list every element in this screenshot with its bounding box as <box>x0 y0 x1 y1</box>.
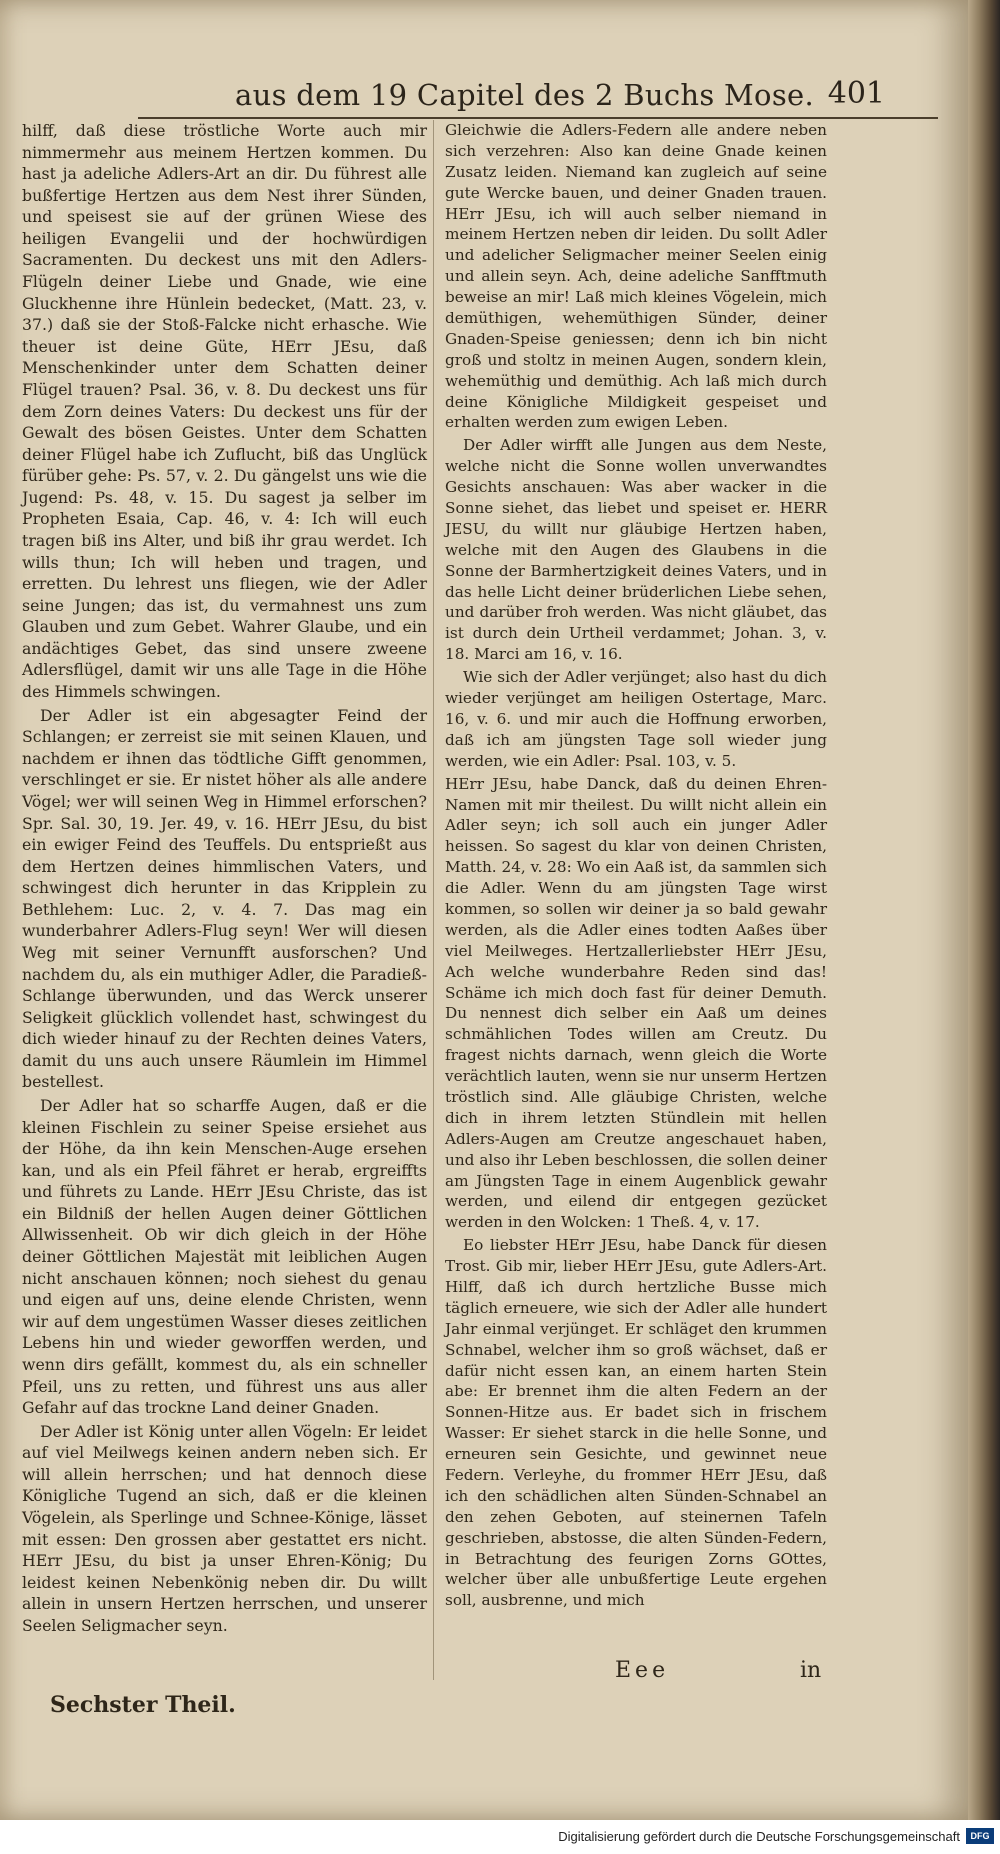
left-paragraph-1: hilff, daß diese tröstliche Worte auch mir nimmermehr aus meinem Hertzen kommen. Du hast ja adeliche Adlers-Art an dir. Du führest alle bußfertige Hertzen aus dem Nest ihrer Sünden, und speisest sie auf der grünen Wiese des heiligen Evangelii und der hochwürdigen Sacramenten. Du deckest uns mit den Adlers-Flügeln deiner Liebe und Gnade, wie eine Gluckhenne ihre Hünlein bedecket, (Matt. 23, v. 37.) daß sie der Stoß-Falcke nicht erhasche. Wie theuer ist deine Güte, HErr JEsu, daß Menschenkinder unter dem Schatten deiner Flügel trauen? Psal. 36, v. 8. Du deckest uns für dem Zorn deines Vaters: Du deckest uns für der Gewalt des bösen Geistes. Unter dem Schatten deiner Flügel habe ich Zuflucht, biß das Unglück fürüber gehe: Ps. 57, v. 2. Du gängelst uns wie die Jugend: Ps. 48, v. 15. Du sagest ja selber im Propheten Esaia, Cap. 46, v. 4: Ich will euch tragen biß ins Alter, und biß ihr grau werdet. Ich wills thun; Ich will heben und tragen, und erretten. Du lehrest uns fliegen, wie der Adler seine Jungen; das ist, du vermahnest uns zum Glauben und zum Gebet. Wahrer Glaube, und ein andächtiges Gebet, das sind unsere zweene Adlersflügel, damit wir uns alle Tage in die Höhe des Himmels schwingen. <box>22 121 427 702</box>
left-paragraph-3: Der Adler hat so scharffe Augen, daß er die kleinen Fischlein zu seiner Speise ersiehet aus der Höhe, da ihn kein Menschen-Auge ersehen kan, und als ein Pfeil fähret er herab, ergreiffts und führets zu Lande. HErr JEsu Christe, das ist ein Bildniß der hellen Augen deiner Göttlichen Allwissenheit. Ob wir dich gleich in der Höhe deiner Göttlichen Majestät mit leiblichen Augen nicht anschauen können; noch siehest du genau und eigen auf uns, deine elende Christen, wenn wir auf dem ungestümen Wasser dieses zeitlichen Lebens hin und wieder geworffen werden, und wenn dirs gefällt, kommest du, als ein schneller Pfeil, uns zu retten, und führest uns aus aller Gefahr auf das trockne Land deiner Gnaden. <box>22 1096 427 1418</box>
column-divider <box>433 120 434 1680</box>
right-paragraph-3: Wie sich der Adler verjünget; also hast du dich wieder verjünget am heiligen Ostertage, Marc. 16, v. 6. und mir auch die Hoffnung erworben, daß ich am jüngsten Tage soll wieder jung werden, wie ein Adler: Psal. 103, v. 5. <box>445 668 827 770</box>
section-end-label: Sechster Theil. <box>50 1692 236 1718</box>
footer-bar <box>0 1820 1000 1854</box>
signature-mark: Eee <box>615 1658 670 1683</box>
left-paragraph-4: Der Adler ist König unter allen Vögeln: Er leidet auf viel Meilwegs keinen andern neben sich. Er will allein herrschen; und hat dennoch diese Königliche Tugend an sich, daß er die kleinen Vögelein, als Sperlinge und Schnee-Könige, lässet mit essen: Den grossen aber gestattet ers nicht. HErr JEsu, du bist ja unser Ehren-König; Du leidest keinen Nebenkönig neben dir. Du willt allein in unsern Hertzen herrschen, und unserer Seelen Seligmacher seyn. <box>22 1421 427 1635</box>
page-number: 401 <box>827 76 885 111</box>
right-column <box>445 120 827 1613</box>
right-paragraph-4: HErr JEsu, habe Danck, daß du deinen Ehren-Namen mit mir theilest. Du willt nicht allein ein Adler seyn; ich soll auch ein junger Adler heissen. So sagest du klar von deinen Christen, Matth. 24, v. 28: Wo ein Aaß ist, da sammlen sich die Adler. Wenn du am jüngsten Tage wirst kommen, so sollen wir deiner ja so bald gewahr werden, als die Adler eines todten Aaßes über viel Meilweges. Hertzallerliebster HErr JEsu, Ach welche wunderbahre Reden sind das! Schäme ich mich doch fast für deiner Demuth. Du nennest dich selber ein Aaß um deines schmählichen Todes willen am Creutz. Du fragest nichts darnach, wenn gleich die Worte verächtlich lauten, wenn sie nur unserm Hertzen tröstlich sind. Alle gläubige Christen, welche dich in ihrem letzten Stündlein mit hellen Adlers-Augen am Creutze angeschauet haben, und also ihr Leben beschlossen, die sollen deiner am Jüngsten Tage in einem Augenblick gewahr werden, und eilend dir entgegen gezücket werden in den Wolcken: 1 Theß. 4, v. 17. <box>445 774 827 1232</box>
right-paragraph-5: Eo liebster HErr JEsu, habe Danck für diesen Trost. Gib mir, lieber HErr JEsu, gute Adlers-Art. Hilff, daß ich durch hertzliche Busse mich täglich erneuere, wie sich der Adler alle hundert Jahr einmal verjünget. Er schläget den krummen Schnabel, welcher ihm so groß wächset, daß er dafür nicht essen kan, an einem harten Stein abe: Er brennet ihm die alten Federn an der Sonnen-Hitze aus. Er badet sich in frischem Wasser: Er siehet starck in die helle Sonne, und erneuren sein Gesichte, und gewinnet neue Federn. Verleyhe, du frommer HErr JEsu, daß ich den schädlichen alten Sünden-Schnabel an den zehen Geboten, auf steinernen Tafeln geschrieben, abstosse, die alten Sünden-Federn, in Betrachtung des feurigen Zorns GOttes, welcher über alle unbußfertige Leute ergehen soll, ausbrenne, und mich <box>445 1236 827 1610</box>
right-paragraph-1: Gleichwie die Adlers-Federn alle andere neben sich verzehren: Also kan deine Gnade keinen Zusatz leiden. Niemand kan zugleich auf seine gute Wercke bauen, und deiner Gnaden trauen. HErr JEsu, ich will auch selber niemand in meinem Hertzen neben dir leiden. Du sollt Adler und adelicher Seligmacher meiner Seelen einig und allein seyn. Ach, deine adeliche Sanfftmuth beweise an mir! Laß mich kleines Vögelein, mich demüthigen, wehemüthigen Sünder, deiner Gnaden-Speise geniessen; denn ich bin nicht groß und stoltz in meinen Augen, sondern klein, wehemüthig und demüthig. Ach laß mich durch deine Königliche Mildigkeit gespeiset und erhalten werden zum ewigen Leben. <box>445 121 827 432</box>
catchword: in <box>800 1658 822 1683</box>
right-paragraph-2: Der Adler wirfft alle Jungen aus dem Neste, welche nicht die Sonne wollen unverwandtes Gesichts anschauen: Was aber wacker in die Sonne siehet, das liebet und speiset er. HERR JESU, du willt nur gläubige Hertzen haben, welche mit den Augen des Glaubens in die Sonne der Barmhertzigkeit deines Vaters, und in das helle Licht deiner brüderlichen Liebe sehen, und darüber froh werden. Was nicht gläubet, das ist durch dein Urtheil verdammet; Johan. 3, v. 18. Marci am 16, v. 16. <box>445 436 827 664</box>
left-paragraph-2: Der Adler ist ein abgesagter Feind der Schlangen; er zerreist sie mit seinen Klauen, und nachdem er ihnen das tödtliche Gifft genommen, verschlinget er sie. Er nistet höher als alle andere Vögel; wer will seinen Weg in Himmel erforschen? Spr. Sal. 30, 19. Jer. 49, v. 16. HErr JEsu, du bist ein ewiger Feind des Teuffels. Du entsprießt aus dem Hertzen deines himmlischen Vaters, und schwingest dich herunter in das Kripplein zu Bethlehem: Luc. 2, v. 4. 7. Das mag ein wunderbahrer Adlers-Flug seyn! Wer will diesen Weg mit seiner Vernunfft ausforschen? Und nachdem du, als ein muthiger Adler, die Paradieß-Schlange überwunden, und das Werck unserer Seligkeit glücklich vollendet hast, schwingest du dich wieder hinauf zu der Rechten deines Vaters, damit du uns auch unsere Räumlein im Himmel bestellest. <box>22 705 427 1092</box>
header-rule <box>138 117 938 119</box>
header-title: aus dem 19 Capitel des 2 Buchs Mose. <box>235 78 814 112</box>
left-column <box>22 120 427 1638</box>
dfg-logo: DFG <box>966 1828 994 1844</box>
running-header <box>225 74 925 114</box>
funding-credit: Digitalisierung gefördert durch die Deutsche Forschungsgemeinschaft <box>558 1829 960 1844</box>
book-edge <box>968 0 1000 1820</box>
